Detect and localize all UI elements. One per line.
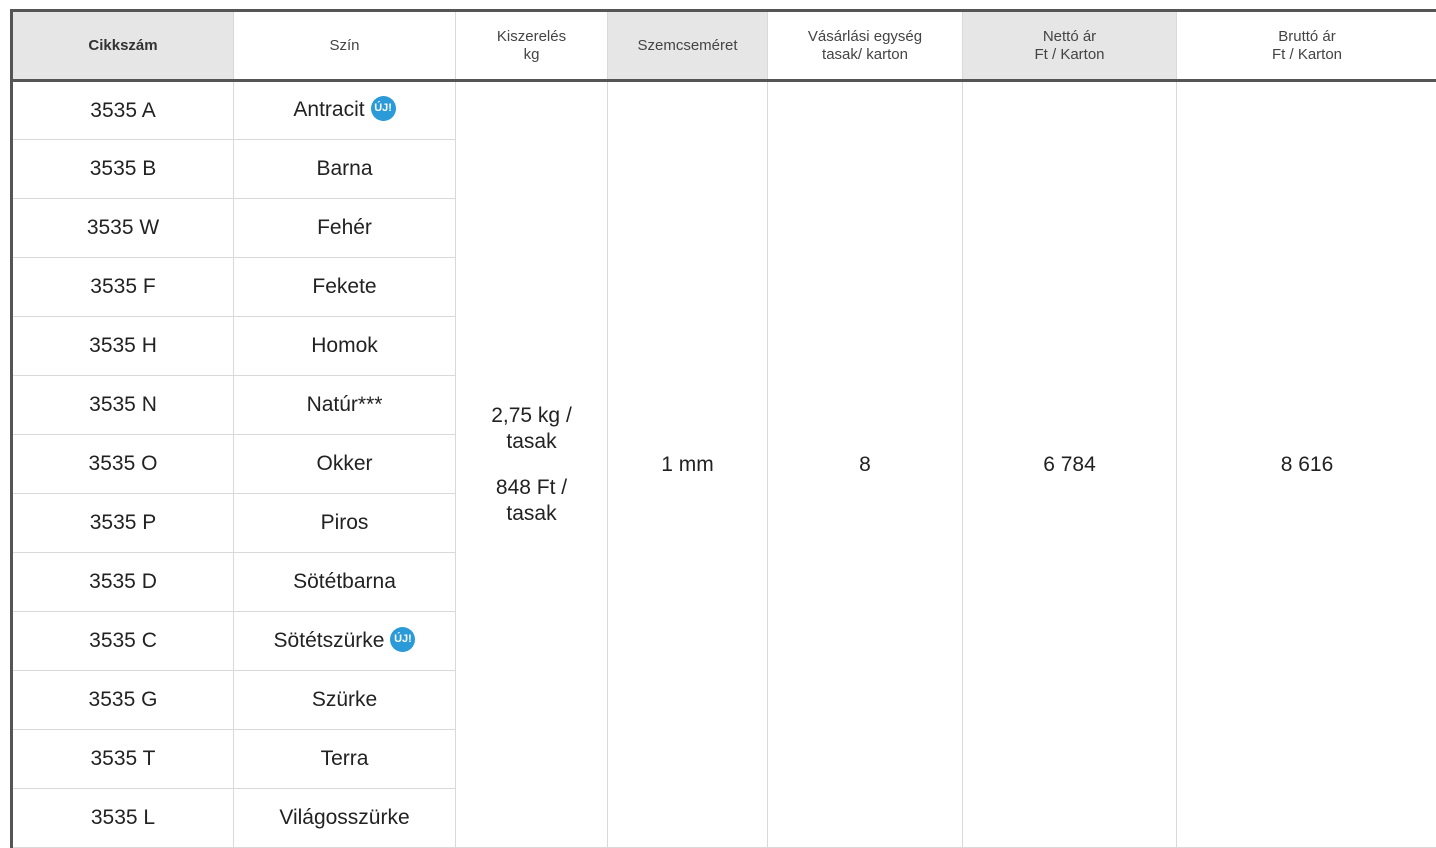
cell-purchase-unit: 8 — [768, 81, 963, 848]
cell-code: 3535 P — [12, 494, 234, 553]
cell-color — [234, 612, 456, 671]
cell-color: Homok — [234, 317, 456, 376]
cell-code: 3535 A — [12, 81, 234, 140]
cell-color: Okker — [234, 435, 456, 494]
packaging-weight-line1: 2,75 kg / — [460, 403, 603, 429]
header-gross-price — [1177, 11, 1436, 81]
header-packaging-line2: kg — [524, 46, 540, 63]
packaging-price-line2: tasak — [460, 501, 603, 527]
cell-color: Fehér — [234, 199, 456, 258]
cell-grain-size: 1 mm — [608, 81, 768, 848]
header-color-label: Szín — [329, 37, 359, 54]
new-badge: ÚJ! — [390, 627, 415, 652]
cell-color: Sötétbarna — [234, 553, 456, 612]
packaging-gap — [460, 455, 603, 475]
cell-code: 3535 C — [12, 612, 234, 671]
cell-color: Fekete — [234, 258, 456, 317]
cell-gross-price: 8 616 — [1177, 81, 1436, 848]
header-net-price — [963, 11, 1177, 81]
cell-color: Piros — [234, 494, 456, 553]
cell-net-price: 6 784 — [963, 81, 1177, 848]
price-table — [10, 9, 1436, 848]
cell-code: 3535 G — [12, 671, 234, 730]
cell-color: Világosszürke — [234, 789, 456, 848]
cell-code: 3535 D — [12, 553, 234, 612]
cell-code: 3535 L — [12, 789, 234, 848]
header-color — [234, 11, 456, 81]
cell-color: Barna — [234, 140, 456, 199]
header-net-price-line2: Ft / Karton — [1034, 46, 1104, 63]
cell-code: 3535 H — [12, 317, 234, 376]
new-badge: ÚJ! — [371, 96, 396, 121]
header-net-price-line1: Nettó ár — [1043, 28, 1096, 45]
header-gross-price-line2: Ft / Karton — [1272, 46, 1342, 63]
packaging-weight-line2: tasak — [460, 429, 603, 455]
cell-color — [234, 81, 456, 140]
header-packaging — [456, 11, 608, 81]
table-row — [12, 81, 1436, 140]
cell-color: Natúr*** — [234, 376, 456, 435]
cell-code: 3535 N — [12, 376, 234, 435]
cell-color: Szürke — [234, 671, 456, 730]
header-purchase-unit-line2: tasak/ karton — [822, 46, 908, 63]
header-gross-price-line1: Bruttó ár — [1278, 28, 1336, 45]
header-purchase-unit — [768, 11, 963, 81]
color-label: Sötétszürke — [274, 629, 385, 652]
header-packaging-line1: Kiszerelés — [497, 28, 566, 45]
table-header — [12, 11, 1436, 81]
packaging-price-line1: 848 Ft / — [460, 475, 603, 501]
cell-code: 3535 O — [12, 435, 234, 494]
cell-code: 3535 B — [12, 140, 234, 199]
header-code: Cikkszám — [12, 11, 234, 81]
cell-code: 3535 T — [12, 730, 234, 789]
cell-color: Terra — [234, 730, 456, 789]
table-body — [12, 81, 1436, 848]
color-label: Antracit — [293, 98, 364, 121]
header-grain-size: Szemcseméret — [608, 11, 768, 81]
cell-code: 3535 F — [12, 258, 234, 317]
cell-code: 3535 W — [12, 199, 234, 258]
header-row — [12, 11, 1436, 81]
header-purchase-unit-line1: Vásárlási egység — [808, 28, 922, 45]
cell-packaging — [456, 81, 608, 848]
